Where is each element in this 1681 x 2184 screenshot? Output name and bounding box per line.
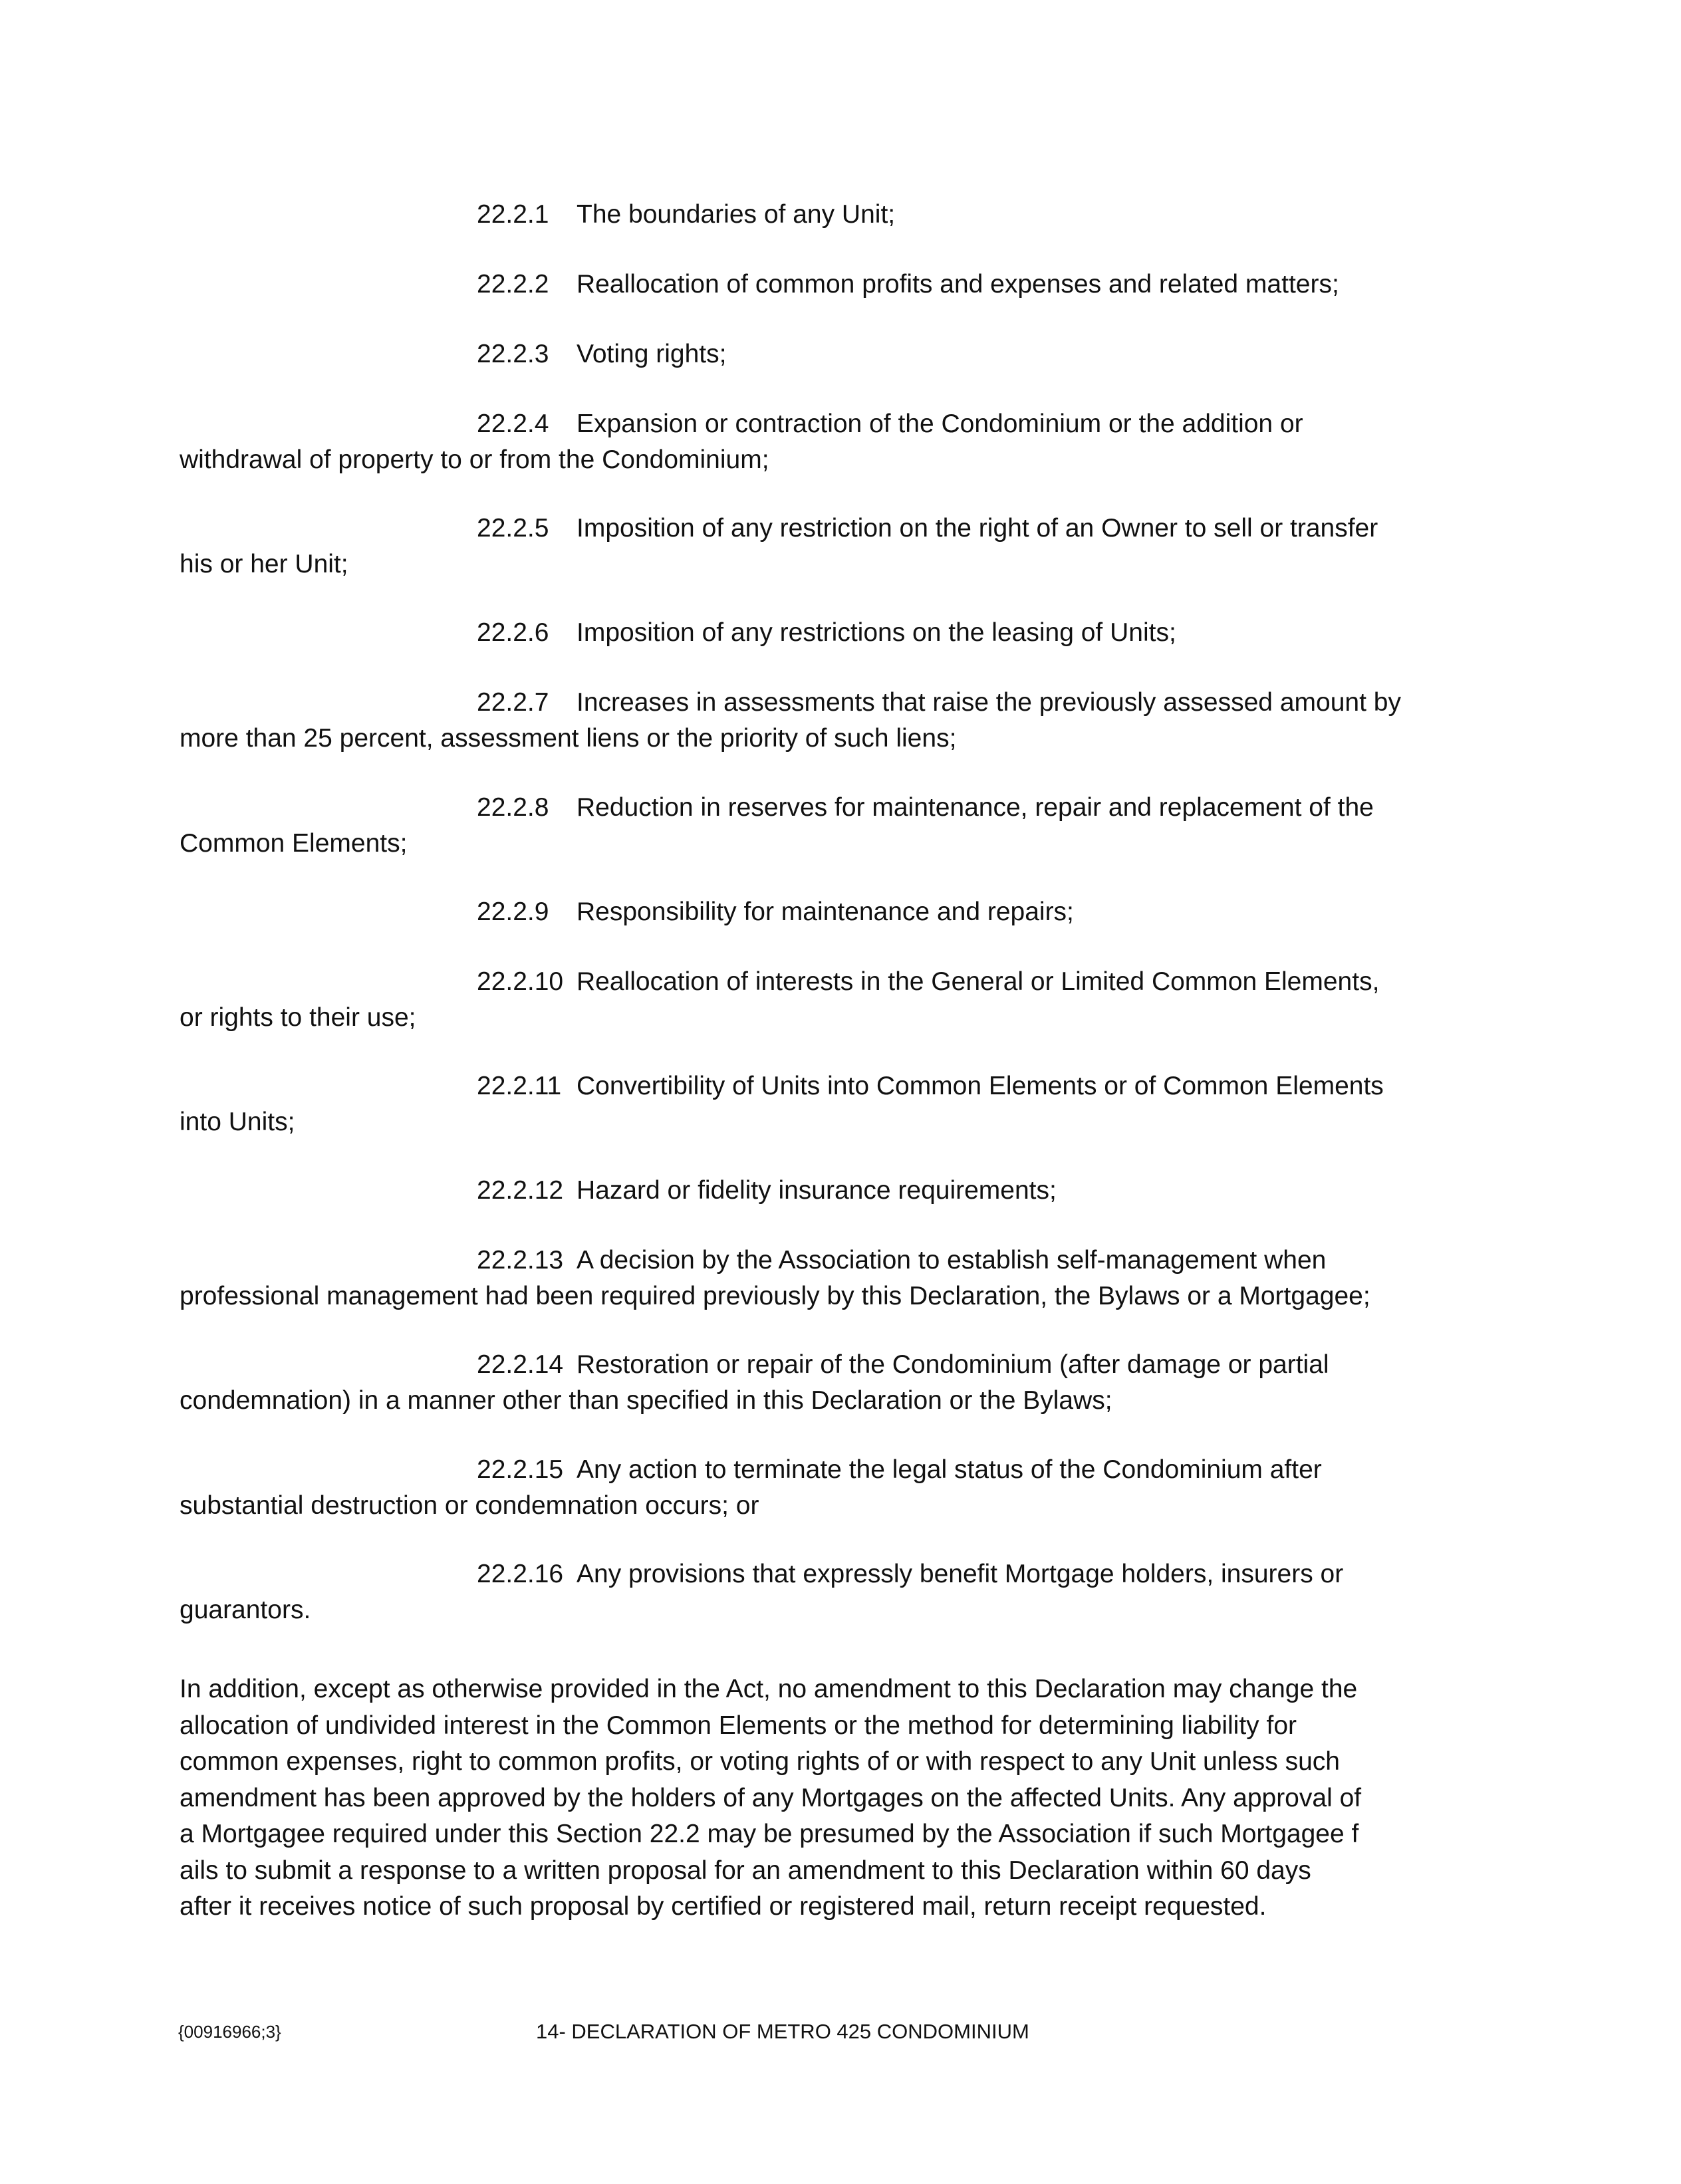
clause-number: 22.2.6 bbox=[477, 618, 549, 647]
clause-number: 22.2.4 bbox=[477, 410, 549, 438]
clause-continuation: his or her Unit; bbox=[180, 550, 348, 578]
clause-continuation: or rights to their use; bbox=[180, 1003, 416, 1032]
clause-continuation: guarantors. bbox=[180, 1596, 311, 1624]
clause-number: 22.2.14 bbox=[477, 1350, 564, 1379]
clause-text: Reallocation of interests in the General or Limited Common Elements, bbox=[577, 967, 1380, 996]
clause-text: Increases in assessments that raise the previously assessed amount by bbox=[577, 688, 1401, 717]
clause-text: Convertibility of Units into Common Elements or of Common Elements bbox=[577, 1072, 1384, 1100]
clause-22-2-15 bbox=[180, 1452, 1476, 1524]
clause-first-line bbox=[180, 1173, 1476, 1209]
clause-22-2-12 bbox=[180, 1173, 1476, 1209]
clause-first-line bbox=[180, 1347, 1476, 1383]
footer-doc-id: {00916966;3} bbox=[178, 2022, 281, 2042]
clause-22-2-14 bbox=[180, 1347, 1476, 1419]
paragraph-line: amendment has been approved by the holders of any Mortgages on the affected Units. Any approval of bbox=[180, 1783, 1362, 1812]
clause-first-line bbox=[180, 790, 1476, 826]
clause-22-2-4 bbox=[180, 406, 1476, 478]
clause-number: 22.2.11 bbox=[477, 1072, 562, 1100]
clause-22-2-9 bbox=[180, 894, 1476, 930]
clause-text: Responsibility for maintenance and repairs; bbox=[577, 898, 1074, 926]
clause-22-2-16 bbox=[180, 1556, 1476, 1628]
clause-number: 22.2.8 bbox=[477, 793, 549, 822]
clause-continuation: professional management had been required previously by this Declaration, the Bylaws or a Mortgagee; bbox=[180, 1282, 1370, 1310]
clause-first-line bbox=[180, 511, 1476, 546]
paragraph-line: In addition, except as otherwise provided in the Act, no amendment to this Declaration may change the bbox=[180, 1675, 1358, 1703]
clause-continuation: substantial destruction or condemnation occurs; or bbox=[180, 1491, 759, 1520]
clause-number: 22.2.3 bbox=[477, 340, 549, 368]
clause-text: Imposition of any restriction on the right of an Owner to sell or transfer bbox=[577, 514, 1378, 543]
clause-text: Voting rights; bbox=[577, 340, 727, 368]
clause-number: 22.2.7 bbox=[477, 688, 549, 717]
clause-22-2-3 bbox=[180, 336, 1476, 372]
paragraph-line: allocation of undivided interest in the Common Elements or the method for determining liability for bbox=[180, 1711, 1297, 1740]
clause-number: 22.2.12 bbox=[477, 1176, 564, 1205]
clause-text: Imposition of any restrictions on the leasing of Units; bbox=[577, 618, 1176, 647]
clause-text: Reallocation of common profits and expenses and related matters; bbox=[577, 270, 1339, 299]
clause-number: 22.2.13 bbox=[477, 1246, 564, 1274]
clause-first-line bbox=[180, 1068, 1476, 1104]
clause-first-line bbox=[180, 964, 1476, 1000]
closing-paragraph bbox=[180, 1671, 1463, 1925]
paragraph-line: after it receives notice of such proposal by certified or registered mail, return receipt requested. bbox=[180, 1892, 1267, 1921]
clause-number: 22.2.2 bbox=[477, 270, 549, 299]
clause-number: 22.2.5 bbox=[477, 514, 549, 543]
paragraph-line: ails to submit a response to a written proposal for an amendment to this Declaration within 60 days bbox=[180, 1856, 1311, 1885]
clause-text: Expansion or contraction of the Condominium or the addition or bbox=[577, 410, 1303, 438]
clause-continuation: Common Elements; bbox=[180, 829, 408, 858]
clause-22-2-7 bbox=[180, 685, 1476, 757]
clause-text: Any provisions that expressly benefit Mortgage holders, insurers or bbox=[577, 1560, 1344, 1588]
clause-22-2-1 bbox=[180, 197, 1476, 233]
clause-first-line bbox=[180, 615, 1476, 651]
clause-first-line bbox=[180, 1452, 1476, 1488]
clause-first-line bbox=[180, 267, 1476, 303]
clause-number: 22.2.9 bbox=[477, 898, 549, 926]
paragraph-line: common expenses, right to common profits, or voting rights of or with respect to any Unit unless such bbox=[180, 1747, 1340, 1776]
clause-text: Restoration or repair of the Condominium (after damage or partial bbox=[577, 1350, 1329, 1379]
clause-22-2-13 bbox=[180, 1243, 1476, 1314]
clause-text: Hazard or fidelity insurance requirements; bbox=[577, 1176, 1057, 1205]
clause-first-line bbox=[180, 894, 1476, 930]
clause-22-2-10 bbox=[180, 964, 1476, 1036]
clause-22-2-8 bbox=[180, 790, 1476, 862]
clause-first-line bbox=[180, 197, 1476, 233]
clause-text: Reduction in reserves for maintenance, repair and replacement of the bbox=[577, 793, 1374, 822]
clause-number: 22.2.1 bbox=[477, 200, 549, 229]
clause-continuation: condemnation) in a manner other than specified in this Declaration or the Bylaws; bbox=[180, 1386, 1112, 1415]
clause-number: 22.2.16 bbox=[477, 1560, 564, 1588]
clause-continuation: into Units; bbox=[180, 1108, 295, 1136]
clause-22-2-11 bbox=[180, 1068, 1476, 1140]
clause-first-line bbox=[180, 406, 1476, 442]
clause-continuation: more than 25 percent, assessment liens or the priority of such liens; bbox=[180, 724, 957, 753]
footer-page-title: 14- DECLARATION OF METRO 425 CONDOMINIUM bbox=[536, 2020, 1029, 2043]
clause-text: A decision by the Association to establish self-management when bbox=[577, 1246, 1327, 1274]
clause-continuation: withdrawal of property to or from the Condominium; bbox=[180, 445, 769, 474]
clause-22-2-2 bbox=[180, 267, 1476, 303]
clause-first-line bbox=[180, 336, 1476, 372]
clause-text: The boundaries of any Unit; bbox=[577, 200, 896, 229]
clause-first-line bbox=[180, 685, 1476, 721]
clause-text: Any action to terminate the legal status of the Condominium after bbox=[577, 1455, 1322, 1484]
clause-22-2-6 bbox=[180, 615, 1476, 651]
clause-first-line bbox=[180, 1243, 1476, 1278]
clause-number: 22.2.15 bbox=[477, 1455, 564, 1484]
clause-22-2-5 bbox=[180, 511, 1476, 582]
clause-first-line bbox=[180, 1556, 1476, 1592]
clause-number: 22.2.10 bbox=[477, 967, 564, 996]
paragraph-line: a Mortgagee required under this Section 22.2 may be presumed by the Association if such Mortgagee f bbox=[180, 1820, 1359, 1848]
